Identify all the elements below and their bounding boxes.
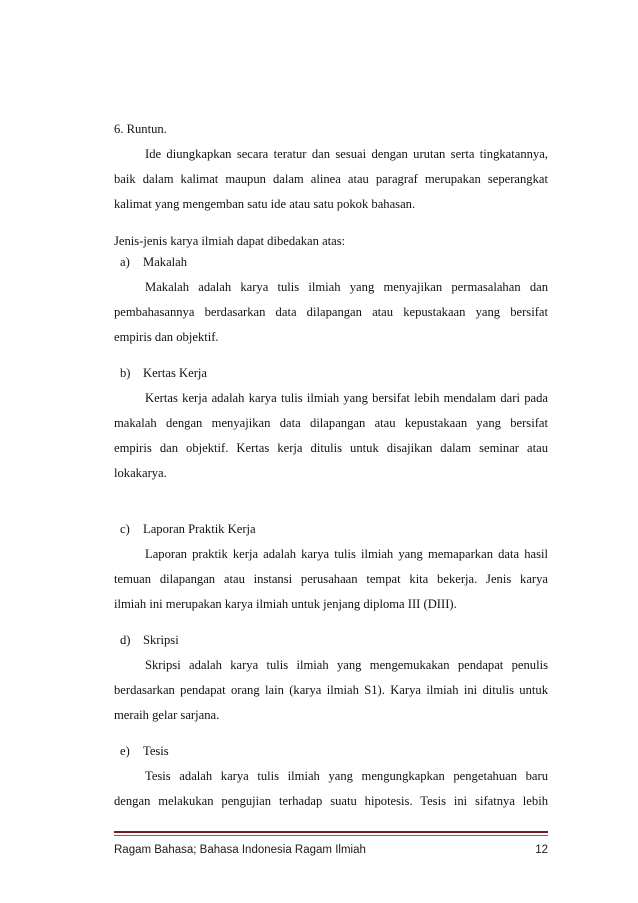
type-label: a) (120, 255, 130, 269)
type-heading (114, 517, 548, 542)
paragraph-line: Laporan praktik kerja adalah karya tulis ilmiah yang memaparkan data hasil (145, 547, 548, 561)
type-c-block (114, 517, 548, 617)
item-6-heading: 6. Runtun. (114, 122, 167, 136)
type-title: Tesis (143, 744, 169, 758)
page-footer (114, 844, 548, 856)
footer-title: Ragam Bahasa; Bahasa Indonesia Ragam Ilmiah (114, 844, 366, 856)
type-heading (114, 361, 548, 386)
paragraph-line: meraih gelar sarjana. (114, 708, 220, 722)
paragraph-line: Ide diungkapkan secara teratur dan sesuai dengan urutan serta tingkatannya, (145, 147, 548, 161)
paragraph-line: empiris dan objektif. Kertas kerja ditulis untuk disajikan dalam seminar atau (114, 441, 548, 455)
type-a-block (114, 250, 548, 350)
paragraph-line: baik dalam kalimat maupun dalam alinea atau paragraf merupakan seperangkat (114, 172, 548, 186)
type-d-block (114, 628, 548, 728)
type-title: Laporan Praktik Kerja (143, 522, 256, 536)
footer-rule-dark (114, 831, 548, 833)
paragraph-line: lokakarya. (114, 466, 167, 480)
paragraph-line: temuan dilapangan atau instansi perusahaan tempat kita bekerja. Jenis karya (114, 572, 548, 586)
paragraph-line: Tesis adalah karya tulis ilmiah yang mengungkapkan pengetahuan baru (145, 769, 548, 783)
types-intro-text: Jenis-jenis karya ilmiah dapat dibedakan atas: (114, 234, 346, 248)
type-title: Kertas Kerja (143, 366, 207, 380)
paragraph-line: Skripsi adalah karya tulis ilmiah yang mengemukakan pendapat penulis (145, 658, 548, 672)
type-heading (114, 250, 548, 275)
paragraph-line: empiris dan objektif. (114, 330, 219, 344)
footer-rule-light (114, 835, 548, 836)
paragraph-line: Kertas kerja adalah karya tulis ilmiah yang bersifat lebih mendalam dari pada (145, 391, 548, 405)
type-label: b) (120, 366, 131, 380)
type-title: Skripsi (143, 633, 179, 647)
type-title: Makalah (143, 255, 188, 269)
paragraph-line: dengan melakukan pengujian terhadap suatu hipotesis. Tesis ini sifatnya lebih (114, 794, 548, 808)
paragraph-line: Makalah adalah karya tulis ilmiah yang menyajikan permasalahan dan (145, 280, 548, 294)
type-label: e) (120, 744, 130, 758)
paragraph-line: kalimat yang mengemban satu ide atau satu pokok bahasan. (114, 197, 416, 211)
type-heading (114, 628, 548, 653)
paragraph-line: ilmiah ini merupakan karya ilmiah untuk jenjang diploma III (DIII). (114, 597, 457, 611)
page-number: 12 (535, 844, 548, 856)
type-b-block (114, 361, 548, 486)
type-e-block (114, 739, 548, 814)
type-label: c) (120, 522, 130, 536)
paragraph-line: pembahasannya berdasarkan data dilapangan atau kepustakaan yang bersifat (114, 305, 548, 319)
item-6-block (114, 117, 548, 217)
type-label: d) (120, 633, 131, 647)
type-heading (114, 739, 548, 764)
paragraph-line: berdasarkan pendapat orang lain (karya ilmiah S1). Karya ilmiah ini ditulis untuk (114, 683, 548, 697)
paragraph-line: makalah dengan menyajikan data dilapangan atau kepustakaan yang bersifat (114, 416, 548, 430)
